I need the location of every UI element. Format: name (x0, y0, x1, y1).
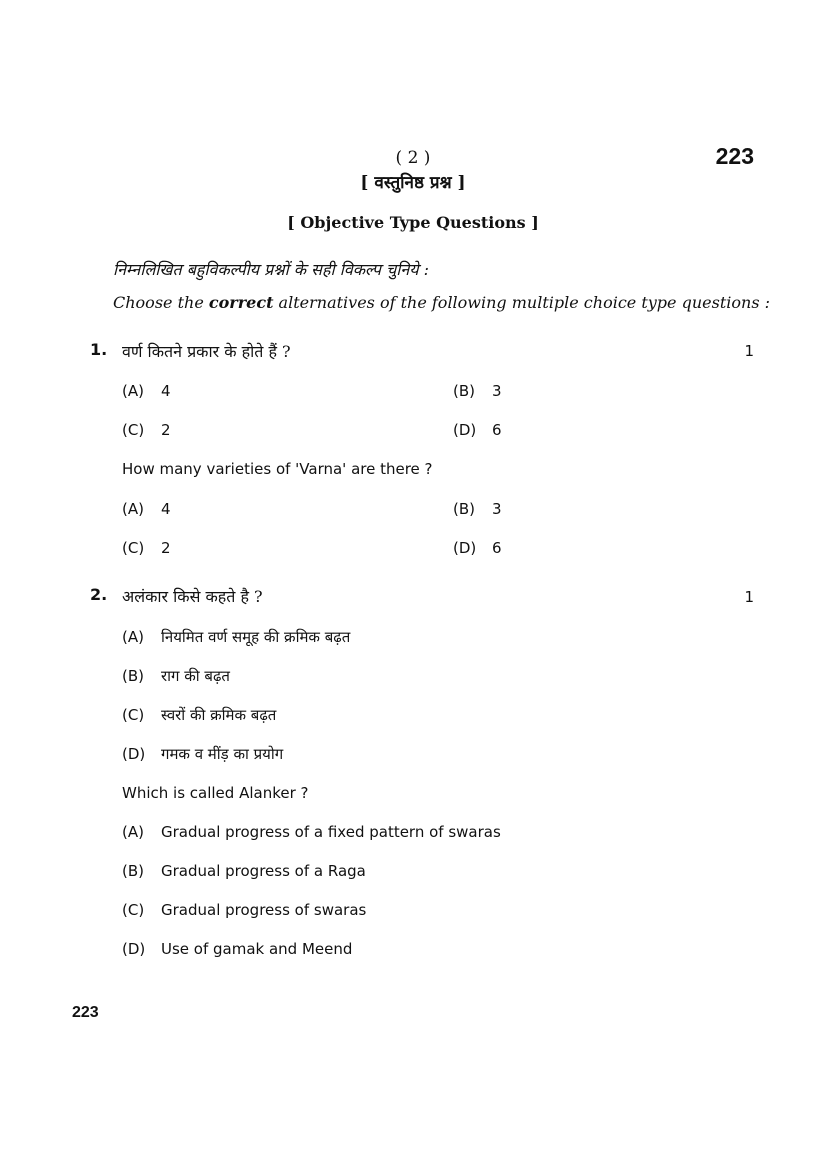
question-1-option-a-hindi (122, 382, 171, 400)
instruction-hindi: निम्नलिखित बहुविकल्पीय प्रश्नों के सही विकल्प चुनिये : (113, 260, 430, 279)
instruction-english-emphasis: correct (208, 293, 274, 312)
question-1-option-b-english (453, 500, 502, 518)
question-1-option-c-hindi (122, 421, 171, 439)
option-text: स्वरों की क्रमिक बढ़त (161, 706, 277, 724)
question-1-option-d-english (453, 539, 502, 557)
option-text: Gradual progress of a fixed pattern of swaras (161, 823, 501, 841)
option-text: 6 (492, 539, 502, 557)
option-label: (C) (122, 706, 145, 724)
option-label: (B) (122, 862, 144, 880)
option-text: Gradual progress of swaras (161, 901, 367, 919)
question-2-option-b-hindi (122, 666, 230, 686)
section-title-hindi: [ वस्तुनिष्ठ प्रश्न ] (360, 173, 466, 193)
option-text: 3 (492, 500, 502, 518)
option-label: (A) (122, 500, 144, 518)
option-label: (A) (122, 382, 144, 400)
option-text: Use of gamak and Meend (161, 940, 353, 958)
option-label: (A) (122, 628, 144, 646)
paper-code-header: 223 (715, 143, 754, 169)
option-label: (B) (453, 382, 475, 400)
question-1-number: 1. (90, 340, 108, 359)
question-2-option-a-hindi (122, 627, 350, 647)
instruction-english-end: alternatives of the following multiple choice type questions : (273, 293, 770, 312)
option-text: Gradual progress of a Raga (161, 862, 366, 880)
question-1-option-a-english (122, 500, 171, 518)
option-text: 2 (161, 539, 171, 557)
question-1-text-hindi: वर्ण कितने प्रकार के होते हैं ? (122, 342, 291, 361)
instruction-english (113, 293, 770, 312)
option-label: (D) (453, 539, 477, 557)
question-1-marks: 1 (744, 342, 754, 360)
question-2-option-a-english (122, 823, 501, 841)
question-2-marks: 1 (744, 588, 754, 606)
question-2-option-c-english (122, 901, 366, 919)
option-label: (C) (122, 421, 145, 439)
instruction-english-start: Choose the (113, 293, 209, 312)
question-2-option-c-hindi (122, 705, 276, 725)
option-label: (C) (122, 539, 145, 557)
paper-code-footer: 223 (72, 1004, 99, 1021)
option-text: 6 (492, 421, 502, 439)
question-2-option-d-hindi (122, 744, 283, 764)
option-text: 3 (492, 382, 502, 400)
question-2-number: 2. (90, 585, 108, 604)
option-text: 4 (161, 382, 171, 400)
question-2-option-b-english (122, 862, 366, 880)
question-2-option-d-english (122, 940, 352, 958)
question-2-text-hindi: अलंकार किसे कहते है ? (122, 587, 263, 606)
question-1-option-d-hindi (453, 421, 502, 439)
option-label: (D) (122, 745, 146, 763)
option-text: राग की बढ़त (161, 667, 230, 685)
option-label: (D) (122, 940, 146, 958)
question-2-text-english: Which is called Alanker ? (122, 784, 309, 802)
question-1-option-c-english (122, 539, 171, 557)
section-title-english: [ Objective Type Questions ] (287, 213, 539, 232)
option-label: (B) (122, 667, 144, 685)
option-text: 4 (161, 500, 171, 518)
question-1-option-b-hindi (453, 382, 502, 400)
page-number: ( 2 ) (395, 148, 431, 168)
option-label: (B) (453, 500, 475, 518)
question-1-text-english: How many varieties of 'Varna' are there ? (122, 460, 433, 478)
option-text: गमक व मींड़ का प्रयोग (161, 745, 284, 763)
option-text: 2 (161, 421, 171, 439)
option-label: (D) (453, 421, 477, 439)
option-label: (C) (122, 901, 145, 919)
option-text: नियमित वर्ण समूह की क्रमिक बढ़त (161, 628, 351, 646)
option-label: (A) (122, 823, 144, 841)
